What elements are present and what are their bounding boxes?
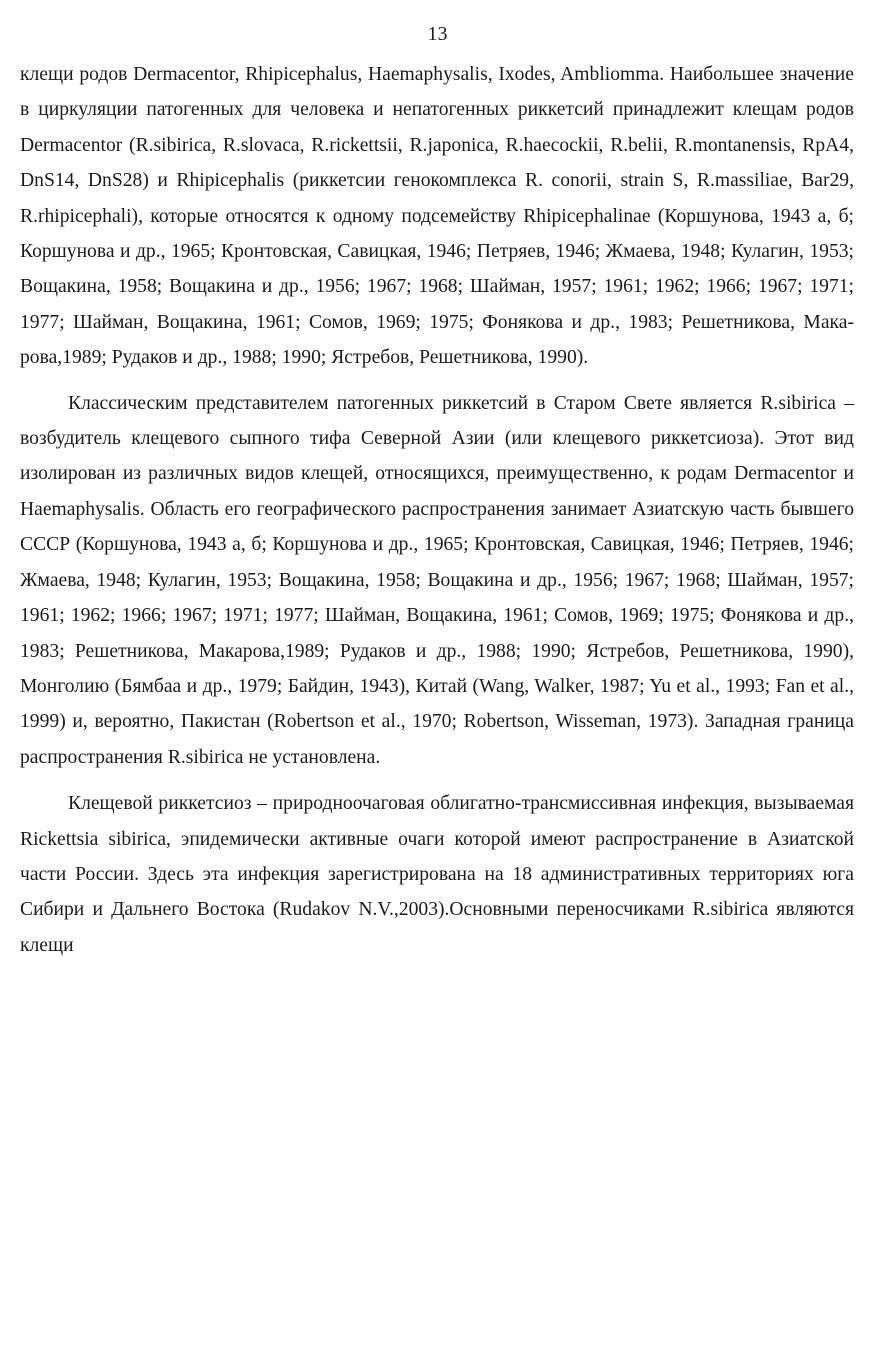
paragraph-continuation: клещи родов Dermacentor, Rhipicephalus, Haemaphysalis, Ixodes, Ambliomma. Наибольшее значение в циркуляции патогенных для человека и непатогенных риккетсий принадлежит клещам родов Dermacentor (R.sibirica, R.slovaca, R.rickettsii, R.japonica, R.haecockii, R.belii, R.montanensis, RpA4, DnS14, DnS28) и Rhipicephalis (риккетсии генокомплекса R. conorii, strain S, R.massiliae, Bar29, R.rhipicephali), которые относятся к одному подсемейству Rhipicephalinae (Коршунова, 1943 а, б; Коршунова и др., 1965; Кронтовская, Савицкая, 1946; Петряев, 1946; Жмаева, 1948; Кулагин, 1953; Вощакина, 1958; Вощакина и др., 1956; 1967; 1968; Шайман, 1957; 1961; 1962; 1966; 1967; 1971; 1977; Шайман, Вощакина, 1961; Сомов, 1969; 1975; Фонякова и др., 1983; Решетникова, Макарова,1989; Рудаков и др., 1988; 1990; Ястребов, Решетникова, 1990). xyxy=(20,64,854,369)
page-number: 13 xyxy=(427,23,448,45)
paragraph-r-sibirica: Классическим представителем патогенных риккетсий в Старом Свете является R.sibirica – возбудитель клещевого сыпного тифа Северной Азии (или клещевого риккетсиоза). Этот вид изолирован из различных видов клещей, относящихся, преимущественно, к родам Dermacentor и Haemaphysalis. Область его географического распространения занимает Азиатскую часть бывшего СССР (Коршунова, 1943 а, б; Коршунова и др., 1965; Кронтовская, Савицкая, 1946; Петряев, 1946; Жмаева, 1948; Кулагин, 1953; Вощакина, 1958; Вощакина и др., 1956; 1967; 1968; Шайман, 1957; 1961; 1962; 1966; 1967; 1971; 1977; Шайман, Вощакина, 1961; Сомов, 1969; 1975; Фонякова и др., 1983; Решетникова, Макарова,1989; Рудаков и др., 1988; 1990; Ястребов, Решетникова, 1990), Монголию (Бямбаа и др., 1979; Байдин, 1943), Китай (Wang, Walker, 1987; Yu et al., 1993; Fan et al., 1999) и, вероятно, Пакистан (Robertson et al., 1970; Robertson, Wisseman, 1973). Западная граница распространения R.sibirica не установлена. xyxy=(20,392,854,768)
body-text xyxy=(20,57,854,963)
paragraph-tick-rickettsiosis: Клещевой риккетсиоз – природноочаговая облигатно-трансмиссивная инфекция, вызываемая Rickettsia sibirica, эпидемически активные очаги которой имеют распространение в Азиатской части России. Здесь эта инфекция зарегистрирована на 18 административных территориях юга Сибири и Дальнего Востока (Rudakov N.V.,2003).Основными переносчиками R.sibirica являются клещи xyxy=(20,793,854,956)
